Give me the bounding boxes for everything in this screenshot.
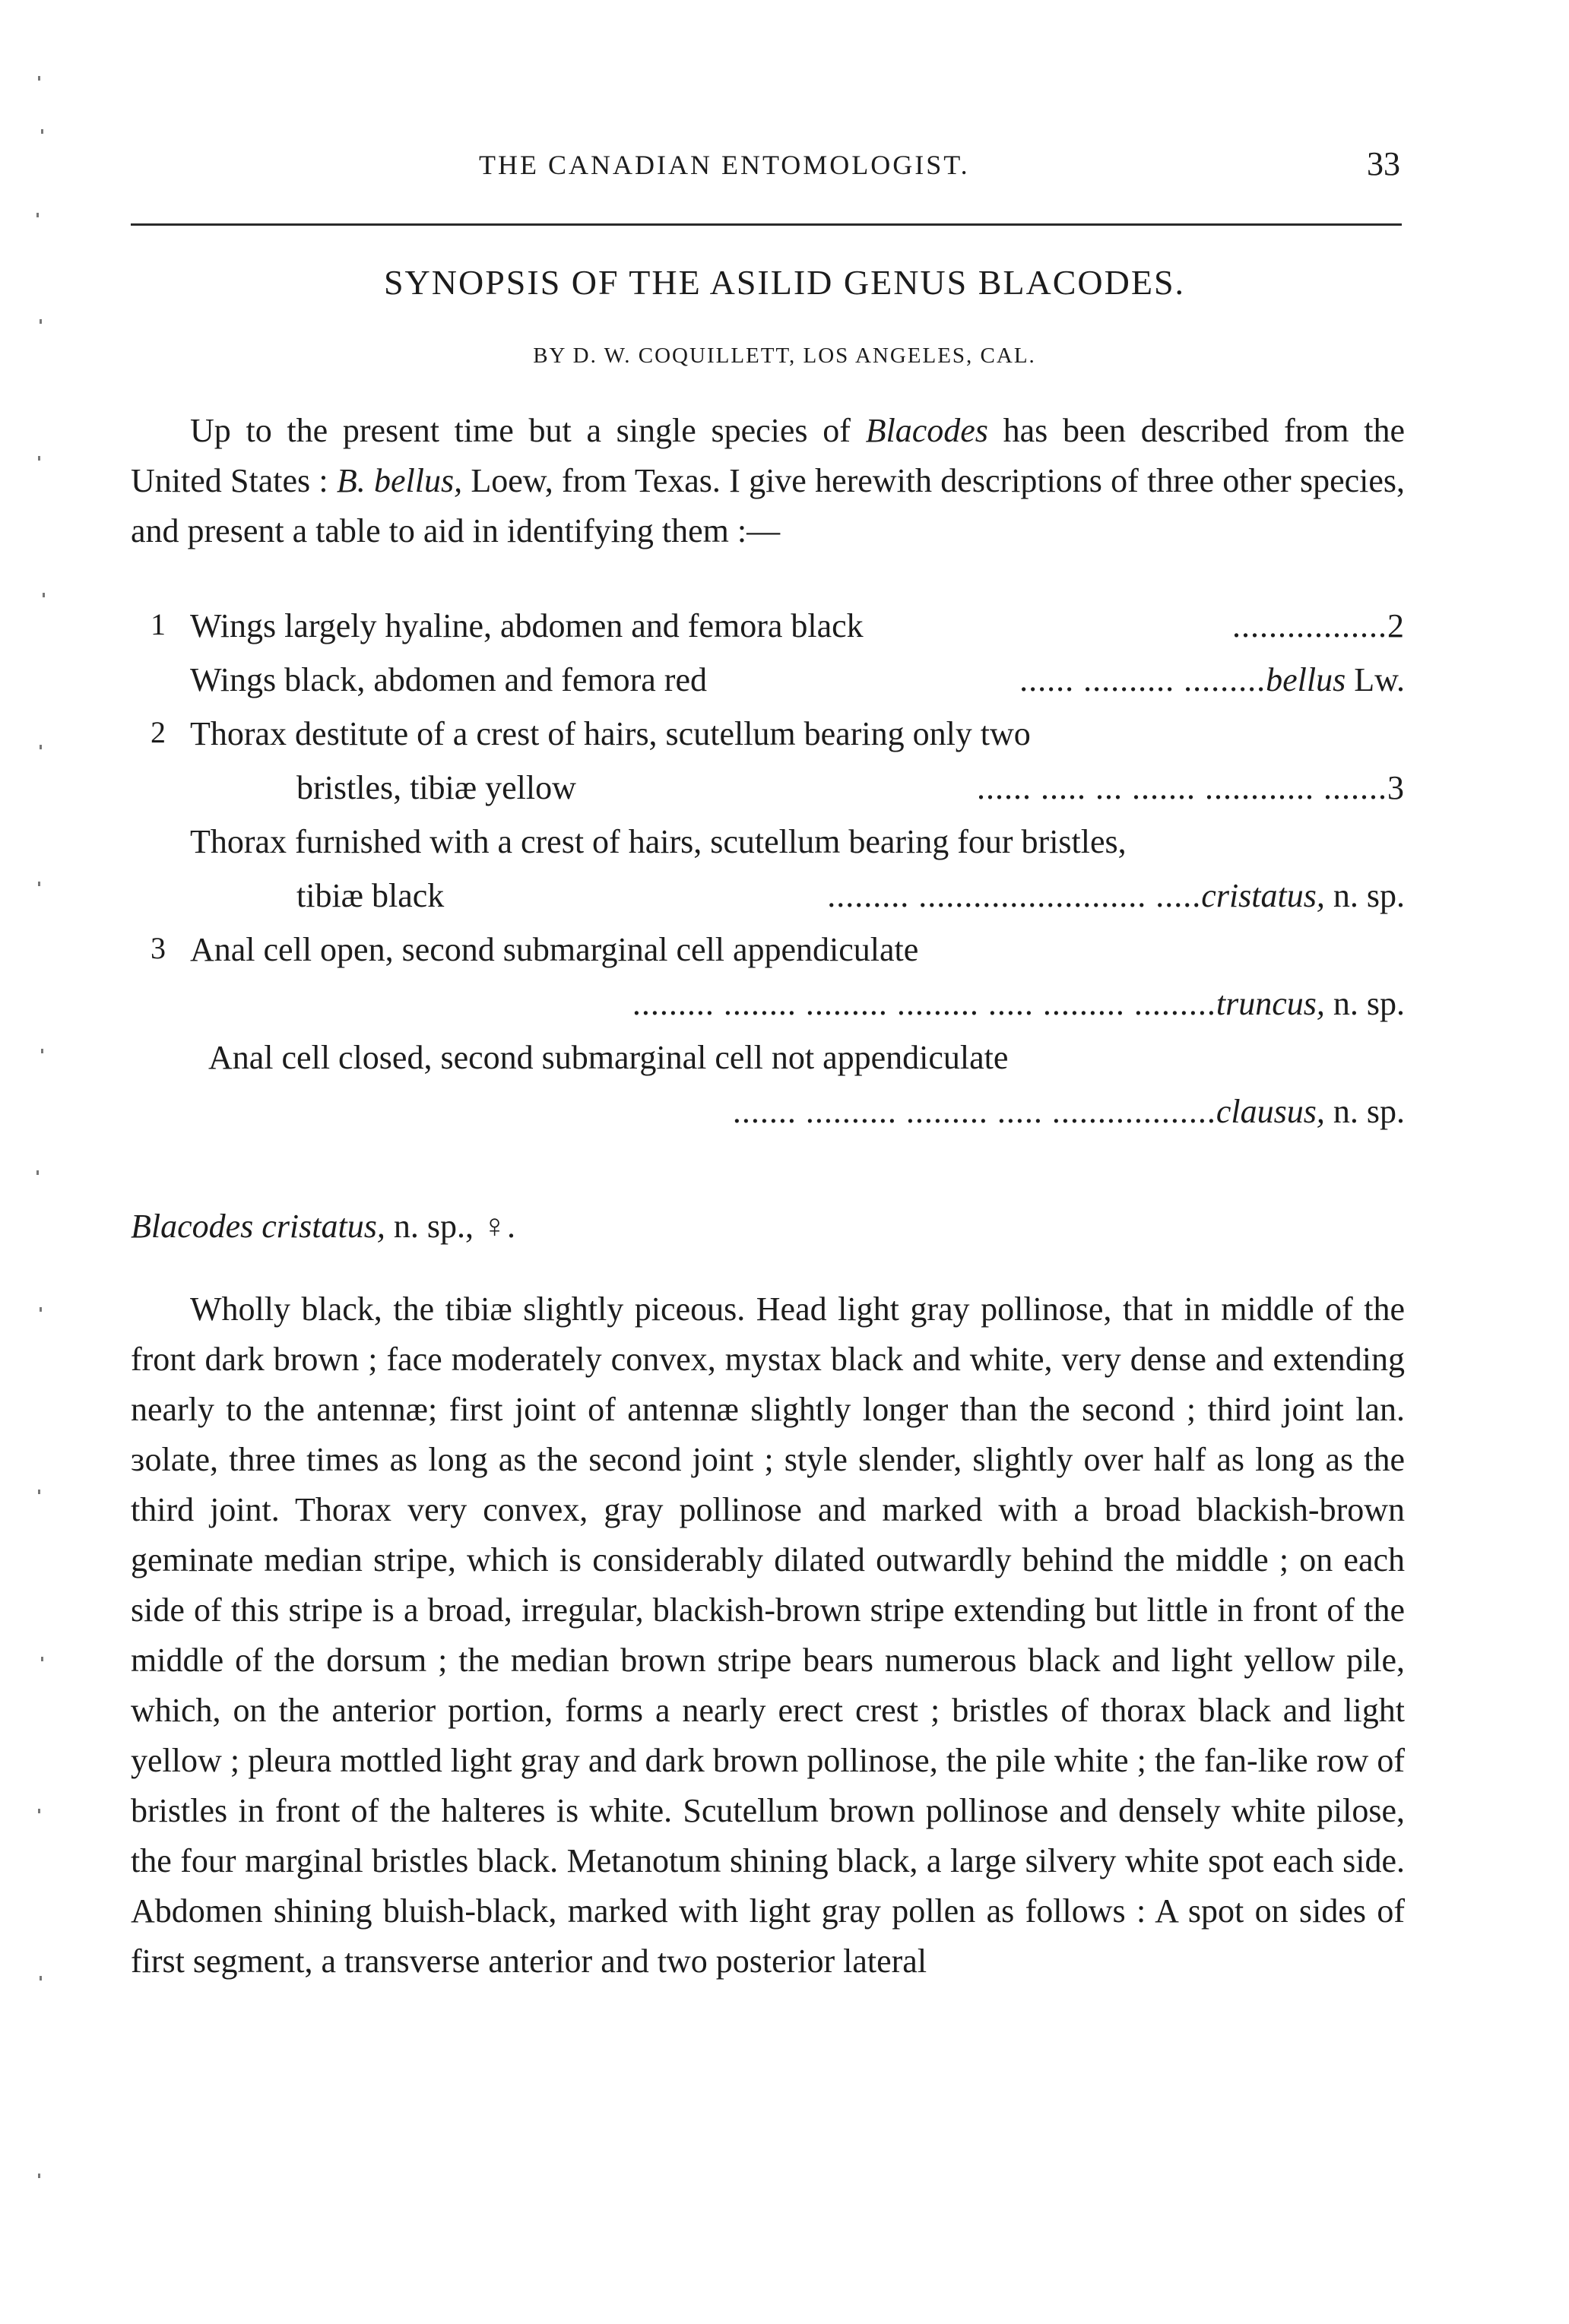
intro-paragraph: [131, 406, 1405, 556]
key-leader: ......... ........ ......... ......... ..... ......... .........: [632, 985, 1216, 1022]
key-line-2a: [131, 714, 1405, 768]
key-leader: ......... ......................... .....: [827, 877, 1202, 914]
intro-text-2: has been described from the United States :: [131, 412, 1405, 499]
key-line-3b: [131, 1038, 1405, 1092]
key-line-3b-cont: [131, 1092, 1405, 1146]
key-leader: ...... ..... ... ....... ............ .......3: [977, 769, 1405, 806]
key-line-1a: [131, 606, 1405, 660]
byline: BY D. W. COQUILLETT, LOS ANGELES, CAL.: [533, 344, 1036, 368]
header-rule: [131, 223, 1402, 226]
margin-specks: [30, 61, 68, 2265]
species-heading-name: Blacodes cristatus,: [131, 1208, 385, 1245]
key-leader: ...... .......... .........: [1019, 661, 1266, 698]
key-text: bristles, tibiæ yellow: [296, 769, 576, 806]
species-bellus: bellus: [1266, 661, 1346, 698]
key-line-3a: [131, 930, 1405, 984]
article-title: SYNOPSIS OF THE ASILID GENUS BLACODES.: [383, 263, 1186, 302]
author: n. sp.: [1324, 985, 1405, 1022]
key-result: [733, 1092, 1405, 1131]
key-result: [827, 876, 1405, 915]
key-line-2b: [131, 822, 1405, 876]
key-line-3a-cont: [131, 984, 1405, 1038]
key-text: Thorax furnished with a crest of hairs, scutellum bearing four bristles,: [190, 823, 1127, 860]
key-text: Thorax destitute of a crest of hairs, scutellum bearing only two: [190, 715, 1031, 752]
running-head: [129, 144, 1400, 190]
couplet-number: 1: [151, 607, 166, 641]
couplet-number: 2: [151, 715, 166, 749]
species-cristatus: cristatus,: [1201, 877, 1325, 914]
species-name: B. bellus,: [336, 462, 463, 499]
key-text: Anal cell closed, second submarginal cell not appendiculate: [208, 1039, 1009, 1076]
key-text: Anal cell open, second submarginal cell appendiculate: [190, 931, 919, 968]
key-leader: ....... .......... ......... ..... ..................: [732, 1093, 1216, 1130]
genus-name: Blacodes: [865, 412, 988, 449]
intro-text-3: Loew, from Texas. I give herewith descriptions of three other species, and present a table to aid in identifying them :—: [131, 462, 1405, 549]
species-truncus: truncus,: [1216, 985, 1325, 1022]
page-number: 33: [1367, 145, 1400, 182]
species-heading: [131, 1207, 515, 1246]
intro-text-1: Up to the present time but a single species of: [190, 412, 866, 449]
key-result: [632, 984, 1405, 1023]
key-text: Wings black, abdomen and femora red: [190, 661, 707, 698]
author: n. sp.: [1324, 877, 1405, 914]
species-heading-suffix: n. sp., ♀.: [385, 1208, 515, 1245]
author: n. sp.: [1324, 1093, 1405, 1130]
key-line-2a-cont: [131, 768, 1405, 822]
author: Lw.: [1346, 661, 1405, 698]
key-result: [1019, 660, 1405, 699]
running-title: THE CANADIAN ENTOMOLOGIST.: [479, 150, 970, 180]
key-leader: .................2: [1232, 607, 1405, 644]
key-text: Wings largely hyaline, abdomen and femora black: [190, 607, 864, 644]
identification-key: [131, 606, 1405, 1146]
key-line-2b-cont: [131, 876, 1405, 930]
species-clausus: clausus,: [1216, 1093, 1325, 1130]
couplet-number: 3: [151, 931, 166, 965]
key-line-1b: [131, 660, 1405, 714]
key-text: tibiæ black: [296, 877, 445, 914]
species-description: Wholly black, the tibiæ slightly piceous. Head light gray pollinose, that in middle of the front dark brown ; face moderately convex, mystax black and white, very dense and extending nearly to the antennæ; first joint of antennæ slightly longer than the second ; third joint lan. ɜolate, three times as long as the second joint ; style slender, slightly over half as long as the third joint. Thorax very convex, gray pollinose and marked with a broad blackish-brown geminate median stripe, which is considerably dilated outwardly behind the middle ; on each side of this stripe is a broad, irregular, blackish-brown stripe extending but little in front of the middle of the dorsum ; the median brown stripe bears numerous black and light yellow pile, which, on the anterior portion, forms a nearly erect crest ; bristles of thorax black and light yellow ; pleura mottled light gray and dark brown pollinose, the pile white ; the fan-like row of bristles in front of the halteres is white. Scutellum brown pollinose and densely white pilose, the four marginal bristles black. Metanotum shining black, a large silvery white spot each side. Abdomen shining bluish-black, marked with light gray pollen as follows : A spot on sides of first segment, a transverse anterior and two posterior lateral: [131, 1290, 1405, 1980]
